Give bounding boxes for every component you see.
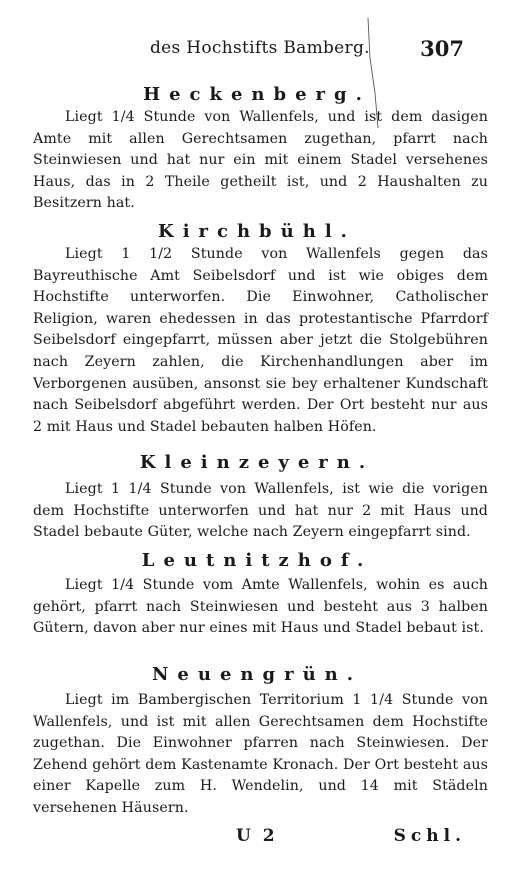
entry-title-kirchbuehl: Kirchbühl. — [158, 221, 356, 242]
entry-title-heckenberg: Heckenberg. — [143, 84, 371, 105]
sheet-signature: U 2 — [236, 826, 278, 846]
entry-title-kleinzeyern: Kleinzeyern. — [139, 452, 375, 473]
entry-title-leutnitzhof: Leutnitzhof. — [141, 550, 373, 571]
entry-title-neuengruen: Neuengrün. — [151, 664, 363, 685]
running-head: des Hochstifts Bamberg. — [150, 38, 370, 58]
catchword: Schl. — [393, 826, 466, 846]
entry-text-kirchbuehl: Liegt 1 1/2 Stunde von Wallenfels gegen das Bayreuthische Amt Seibelsdorf und ist wie obiges dem Hochstifte unterworfen. Die Einwohner, Catholischer Religion, waren ehedessen in das protestantische Pfarrdorf Seibelsdorf eingepfarrt, müssen aber jetzt die Stolgebühren nach Zeyern zahlen, die Kirchenhandlungen aber im Verborgenen ausüben, ansonst sie bey erhaltener Kundschaft nach Seibelsdorf abgeführt werden. Der Ort besteht nur aus 2 mit Haus und Stadel bebauten halben Höfen. — [33, 246, 488, 435]
page-footer — [0, 826, 514, 852]
entry-text-kleinzeyern: Liegt 1 1/4 Stunde von Wallenfels, ist wie die vorigen dem Hochstifte unterworfen und hat nur 2 mit Haus und Stadel bebaute Güter, welche nach Zeyern eingepfarrt sind. — [33, 481, 488, 541]
page-number: 307 — [420, 36, 464, 61]
entry-text-leutnitzhof: Liegt 1/4 Stunde vom Amte Wallenfels, wohin es auch gehört, pfarrt nach Steinwiesen und besteht aus 3 halben Gütern, davon aber nur eines mit Haus und Stadel bebaut ist. — [33, 577, 488, 637]
page-header — [0, 38, 514, 66]
entry-text-neuengruen: Liegt im Bambergischen Territorium 1 1/4 Stunde von Wallenfels, und ist mit allen Gerechtsamen dem Hochstifte zugethan. Die Einwohner pfarren nach Steinwiesen. Der Zehend gehört dem Kastenamte Kronach. Der Ort besteht aus einer Kapelle zum H. Wendelin, und 14 mit Städeln versehenen Häusern. — [33, 692, 488, 816]
entry-text-heckenberg: Liegt 1/4 Stunde von Wallenfels, und ist dem dasigen Amte mit allen Gerechtsamen zugethan, pfarrt nach Steinwiesen und hat nur ein mit einem Stadel versehenes Haus, das in 2 Theile getheilt ist, und 2 Haushalten zu Besitzern hat. — [33, 109, 488, 212]
